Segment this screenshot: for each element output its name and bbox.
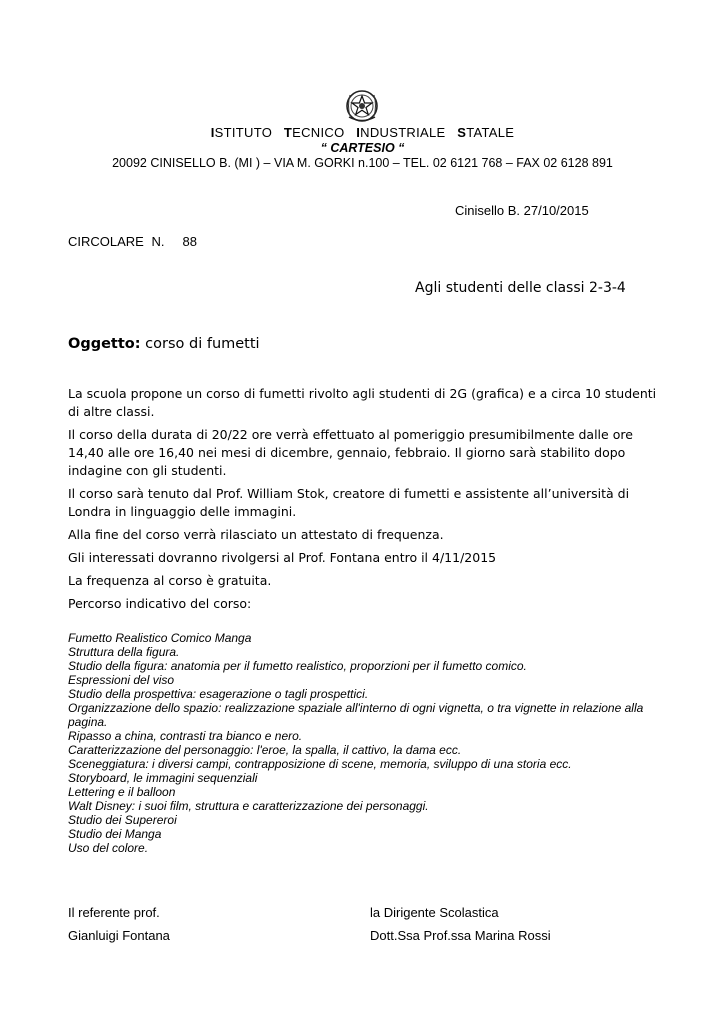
list-item: Walt Disney: i suoi film, struttura e caratterizzazione dei personaggi. [68,799,429,813]
circolare-label: CIRCOLARE N. [68,234,165,249]
course-program-list [68,631,668,855]
list-item: Studio della prospettiva: esagerazione o tagli prospettici. [68,687,369,701]
list-item: Lettering e il balloon [68,785,176,799]
principal-role: la Dirigente Scolastica [370,905,499,920]
institute-word-3: INDUSTRIALE [356,125,446,140]
paragraph: Gli interessati dovranno rivolgersi al Prof. Fontana entro il 4/11/2015 [68,550,497,565]
list-item: Studio dei Manga [68,827,162,841]
list-item: Ripasso a china, contrasti tra bianco e nero. [68,729,303,743]
list-item: Organizzazione dello spazio: realizzazione spaziale all'interno di ogni vignetta, o tra vignette in relazione alla pagina. [68,701,644,729]
referent-name: Gianluigi Fontana [68,928,170,943]
list-item: Sceneggiatura: i diversi campi, contrapposizione di scene, memoria, sviluppo di una storia ecc. [68,757,572,771]
body-text [68,385,658,618]
list-item: Caratterizzazione del personaggio: l'eroe, la spalla, il cattivo, la dama ecc. [68,743,462,757]
paragraph: Alla fine del corso verrà rilasciato un attestato di frequenza. [68,527,444,542]
list-item: Struttura della figura. [68,645,180,659]
school-address: 20092 CINISELLO B. (MI ) – VIA M. GORKI n.100 – TEL. 02 6121 768 – FAX 02 6128 891 [112,156,613,170]
paragraph: Il corso della durata di 20/22 ore verrà effettuato al pomeriggio presumibilmente dalle ore 14,40 alle ore 16,40 nei mesi di dicembre, gennaio, febbraio. Il giorno sarà stabilito dopo indagine con gli studenti. [68,427,633,478]
list-item: Uso del colore. [68,841,149,855]
italian-republic-emblem-icon [344,87,380,125]
principal-name: Dott.Ssa Prof.ssa Marina Rossi [370,928,551,943]
paragraph: Percorso indicativo del corso: [68,596,252,611]
institute-name [0,125,725,140]
list-item: Studio dei Supereroi [68,813,177,827]
subject-text: corso di fumetti [140,336,260,352]
list-item: Espressioni del viso [68,673,175,687]
institute-word-4: STATALE [457,125,515,140]
institute-word-1: ISTITUTO [210,125,273,140]
paragraph: Il corso sarà tenuto dal Prof. William Stok, creatore di fumetti e assistente all’università di Londra in linguaggio delle immagini. [68,486,630,519]
institute-word-2: TECNICO [283,125,345,140]
referent-role: Il referente prof. [68,905,160,920]
paragraph: La frequenza al corso è gratuita. [68,573,272,588]
paragraph: La scuola propone un corso di fumetti rivolto agli studenti di 2G (grafica) e a circa 10 studenti di altre classi. [68,386,657,419]
subject-label: Oggetto: [68,336,141,352]
list-item: Fumetto Realistico Comico Manga [68,631,252,645]
subject-line [68,336,260,352]
recipient-line: Agli studenti delle classi 2-3-4 [415,280,626,296]
circolare-line [68,234,197,249]
document-date: Cinisello B. 27/10/2015 [455,203,589,218]
list-item: Storyboard, le immagini sequenziali [68,771,258,785]
circolare-number: 88 [182,234,197,249]
list-item: Studio della figura: anatomia per il fumetto realistico, proporzioni per il fumetto comico. [68,659,527,673]
school-name: “ CARTESIO “ [320,141,405,155]
